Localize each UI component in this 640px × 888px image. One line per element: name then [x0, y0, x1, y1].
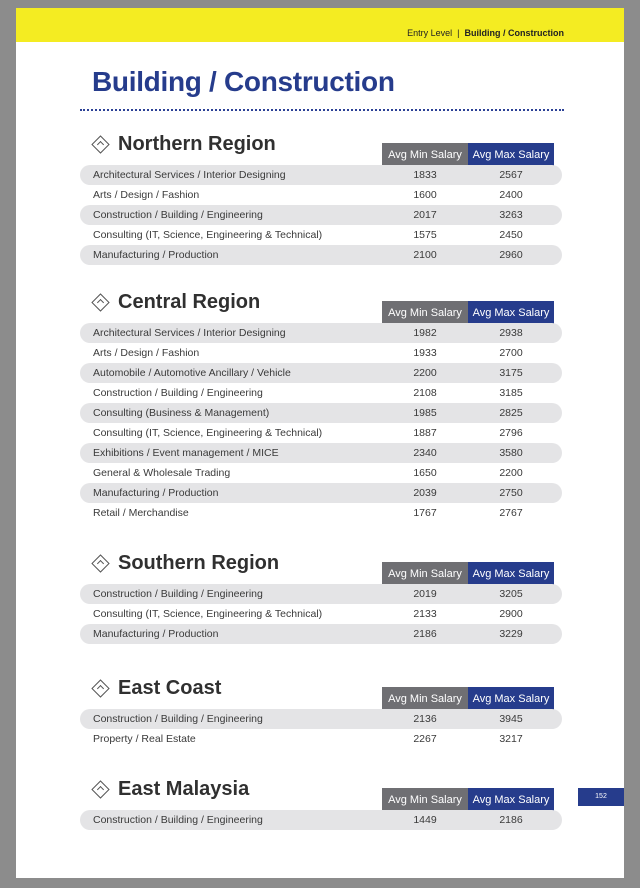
avg-min-salary-header: Avg Min Salary	[382, 562, 468, 586]
max-salary-cell: 3229	[499, 628, 523, 640]
category-cell: Construction / Building / Engineering	[93, 588, 263, 600]
min-salary-cell: 2039	[413, 487, 437, 499]
max-salary-cell: 3945	[499, 713, 523, 725]
document-page	[16, 8, 624, 878]
max-salary-cell: 2750	[499, 487, 523, 499]
table-row	[80, 363, 562, 383]
avg-max-salary-header: Avg Max Salary	[468, 301, 554, 325]
min-salary-cell: 1449	[413, 814, 437, 826]
breadcrumb-separator: |	[457, 28, 460, 38]
category-cell: Property / Real Estate	[93, 733, 196, 745]
avg-max-salary-header: Avg Max Salary	[468, 562, 554, 586]
diamond-chevron-icon	[91, 135, 109, 153]
min-salary-cell: 1982	[413, 327, 437, 339]
table-row	[80, 709, 562, 729]
table-row	[80, 624, 562, 644]
category-cell: Consulting (IT, Science, Engineering & Technical)	[93, 427, 323, 439]
category-cell: General & Wholesale Trading	[93, 467, 231, 479]
max-salary-cell: 2186	[499, 814, 523, 826]
table-row	[80, 604, 562, 624]
table-row	[80, 584, 562, 604]
avg-min-salary-header: Avg Min Salary	[382, 687, 468, 711]
region-heading	[92, 131, 392, 159]
breadcrumb-parent: Entry Level	[407, 28, 453, 38]
max-salary-cell: 2400	[499, 189, 523, 201]
breadcrumb	[407, 28, 564, 38]
table-row	[80, 403, 562, 423]
diamond-chevron-icon	[91, 554, 109, 572]
category-cell: Consulting (Business & Management)	[93, 407, 270, 419]
region-title: Central Region	[118, 291, 261, 313]
min-salary-cell: 1575	[413, 229, 437, 241]
avg-min-salary-header: Avg Min Salary	[382, 143, 468, 167]
diamond-chevron-icon	[91, 293, 109, 311]
min-salary-cell: 1650	[413, 467, 437, 479]
page-title: Building / Construction	[92, 66, 395, 97]
region-title: East Malaysia	[118, 778, 250, 800]
min-salary-cell: 2136	[413, 713, 437, 725]
max-salary-cell: 2567	[499, 169, 523, 181]
table-row	[80, 443, 562, 463]
avg-max-salary-header: Avg Max Salary	[468, 687, 554, 711]
category-cell: Consulting (IT, Science, Engineering & Technical)	[93, 229, 323, 241]
max-salary-cell: 3185	[499, 387, 523, 399]
max-salary-cell: 2200	[499, 467, 523, 479]
min-salary-cell: 1767	[413, 507, 437, 519]
max-salary-cell: 2767	[499, 507, 523, 519]
category-cell: Retail / Merchandise	[93, 507, 189, 519]
avg-max-salary-header: Avg Max Salary	[468, 788, 554, 812]
table-row	[80, 343, 562, 363]
region-heading	[92, 550, 392, 578]
salary-table	[80, 709, 562, 749]
avg-min-salary-header: Avg Min Salary	[382, 301, 468, 325]
category-cell: Architectural Services / Interior Designing	[93, 169, 286, 181]
salary-table	[80, 323, 562, 523]
table-row	[80, 323, 562, 343]
region-title: East Coast	[118, 677, 222, 699]
page-number: 152	[578, 788, 624, 806]
avg-max-salary-header: Avg Max Salary	[468, 143, 554, 167]
min-salary-cell: 2019	[413, 588, 437, 600]
table-row	[80, 423, 562, 443]
category-cell: Architectural Services / Interior Designing	[93, 327, 286, 339]
category-cell: Exhibitions / Event management / MICE	[93, 447, 279, 459]
min-salary-cell: 2340	[413, 447, 437, 459]
table-row	[80, 383, 562, 403]
category-cell: Construction / Building / Engineering	[93, 387, 263, 399]
max-salary-cell: 3263	[499, 209, 523, 221]
min-salary-cell: 2100	[413, 249, 437, 261]
region-heading	[92, 675, 392, 703]
diamond-chevron-icon	[91, 780, 109, 798]
max-salary-cell: 3205	[499, 588, 523, 600]
table-row	[80, 165, 562, 185]
table-row	[80, 463, 562, 483]
max-salary-cell: 3175	[499, 367, 523, 379]
max-salary-cell: 3217	[499, 733, 523, 745]
table-row	[80, 483, 562, 503]
category-cell: Manufacturing / Production	[93, 487, 219, 499]
table-row	[80, 503, 562, 523]
category-cell: Automobile / Automotive Ancillary / Vehicle	[93, 367, 291, 379]
min-salary-cell: 2267	[413, 733, 437, 745]
max-salary-cell: 3580	[499, 447, 523, 459]
min-salary-cell: 2108	[413, 387, 437, 399]
table-row	[80, 810, 562, 830]
category-cell: Consulting (IT, Science, Engineering & Technical)	[93, 608, 323, 620]
region-title: Northern Region	[118, 133, 276, 155]
salary-table	[80, 810, 562, 830]
min-salary-cell: 1985	[413, 407, 437, 419]
max-salary-cell: 2825	[499, 407, 523, 419]
avg-min-salary-header: Avg Min Salary	[382, 788, 468, 812]
salary-table	[80, 584, 562, 644]
min-salary-cell: 1887	[413, 427, 437, 439]
min-salary-cell: 1833	[413, 169, 437, 181]
region-heading	[92, 776, 392, 804]
breadcrumb-current: Building / Construction	[464, 28, 564, 38]
category-cell: Construction / Building / Engineering	[93, 209, 263, 221]
category-cell: Arts / Design / Fashion	[93, 189, 200, 201]
salary-table	[80, 165, 562, 265]
min-salary-cell: 2200	[413, 367, 437, 379]
min-salary-cell: 2133	[413, 608, 437, 620]
min-salary-cell: 1933	[413, 347, 437, 359]
table-row	[80, 225, 562, 245]
max-salary-cell: 2796	[499, 427, 523, 439]
max-salary-cell: 2938	[499, 327, 523, 339]
region-heading	[92, 289, 392, 317]
category-cell: Manufacturing / Production	[93, 249, 219, 261]
table-row	[80, 729, 562, 749]
max-salary-cell: 2450	[499, 229, 523, 241]
title-divider	[80, 109, 564, 111]
diamond-chevron-icon	[91, 679, 109, 697]
region-title: Southern Region	[118, 552, 280, 574]
category-cell: Manufacturing / Production	[93, 628, 219, 640]
category-cell: Construction / Building / Engineering	[93, 713, 263, 725]
min-salary-cell: 2186	[413, 628, 437, 640]
max-salary-cell: 2900	[499, 608, 523, 620]
table-row	[80, 245, 562, 265]
max-salary-cell: 2960	[499, 249, 523, 261]
category-cell: Arts / Design / Fashion	[93, 347, 200, 359]
min-salary-cell: 1600	[413, 189, 437, 201]
max-salary-cell: 2700	[499, 347, 523, 359]
category-cell: Construction / Building / Engineering	[93, 814, 263, 826]
table-row	[80, 205, 562, 225]
table-row	[80, 185, 562, 205]
top-banner	[16, 8, 624, 42]
min-salary-cell: 2017	[413, 209, 437, 221]
